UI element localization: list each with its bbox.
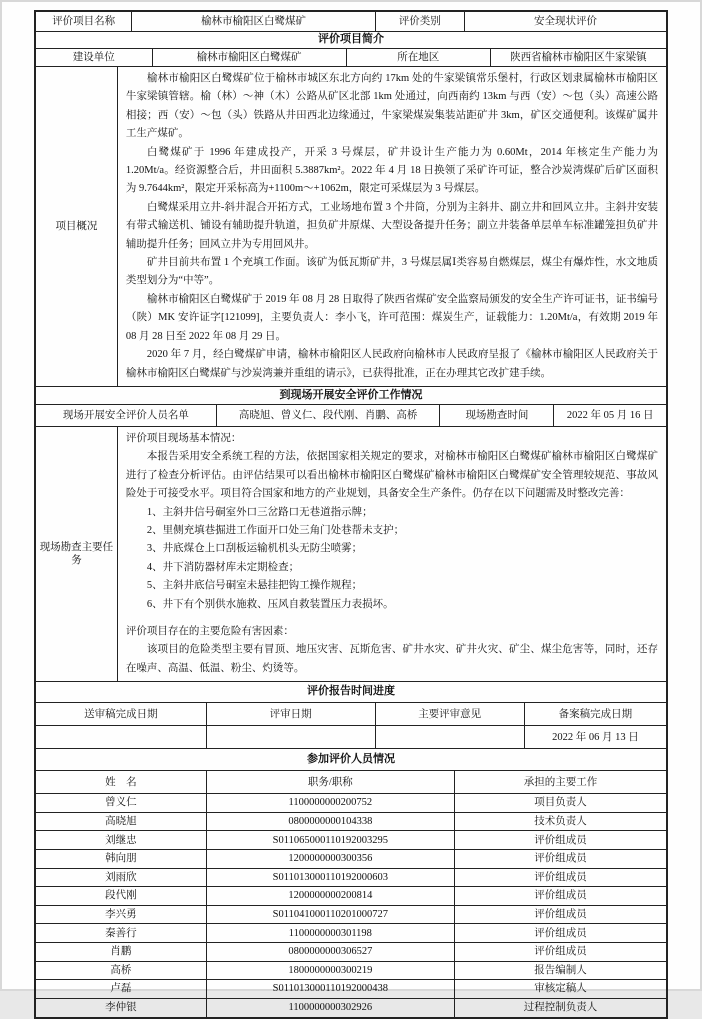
builder-label: 建设单位 [36,49,153,66]
project-header-row [36,12,666,32]
person-name: 段代刚 [36,887,207,905]
person-role: 项目负责人 [534,797,587,809]
person-role: 报告编制人 [534,964,587,976]
person-cert-number: S011013000110192000603 [207,869,455,887]
person-cert-number: 1200000000300356 [207,850,455,868]
region-value: 陕西省榆林市榆阳区牛家梁镇 [510,51,647,63]
survey-tasks-label: 现场勘查主要任务 [36,427,118,681]
survey-line: 6、井下有个别供水施救、压风自救装置压力表损坏。 [146,598,394,610]
overview-paragraph: 白鹭煤矿于 1996 年建成投产，开采 3 号煤层，矿井设计生产能力为 0.60Mt，2014 年核定生产能力为 1.20Mt/a。经资源整合后，井田面积 5.3887km²。2022 年 4 月 18 日换领了采矿许可证，整合沙炭湾煤矿后矿区面积为 9.7644km²，限定开采标高为+1100m～+1062m，限定可采煤层为 3 号煤层。 [125,146,658,195]
site-staff-value: 高晓旭、曾义仁、段代刚、肖鹏、高桥 [217,405,441,426]
personnel-row [36,924,666,943]
survey-time-value: 2022 年 05 月 16 日 [566,409,654,421]
project-overview-label: 项目概况 [36,67,118,386]
timeline-header-row [36,703,666,726]
personnel-row [36,813,666,832]
personnel-header-title: 职务/职称 [207,771,455,793]
person-role: 技术负责人 [534,816,587,828]
personnel-row [36,906,666,925]
timeline-header-draft: 送审稿完成日期 [36,703,207,725]
section-timeline-title: 评价报告时间进度 [307,685,395,698]
person-cert-number: 1200000000200814 [207,887,455,905]
person-role: 审核定稿人 [534,983,587,995]
survey-line: 本报告采用安全系统工程的方法，依据国家相关规定的要求，对榆林市榆阳区白鹭煤矿榆林市榆阳区白鹭煤矿进行了检查分析评估。由评估结果可以看出榆林市榆阳区白鹭煤矿榆林市榆阳区白鹭煤矿安全管理较规范、事故风险处于可接受水平。项目符合国家和地方的产业规划，具备安全生产条件。仍存在以下问题需及时整改完善： [125,451,658,500]
category-label: 评价类别 [376,12,465,31]
person-name: 高桥 [36,962,207,980]
person-cert-number: S011041000110201000727 [207,906,455,924]
person-cert-number: 1100000000301198 [207,924,455,942]
survey-line: 评价项目存在的主要危险有害因素： [125,625,294,637]
survey-line: 该项目的危险类型主要有冒顶、地压灾害、瓦斯危害、矿井水灾、矿井火灾、矿尘、煤尘危害等，同时，还存在噪声、高温、低温、粉尘、灼烫等。 [125,644,658,674]
person-role: 评价组成员 [534,834,587,846]
person-cert-number: 1100000000302926 [207,999,455,1018]
personnel-row [36,943,666,962]
survey-tasks-row [36,427,666,682]
survey-line: 5、主斜井底信号硐室未悬挂把钩工操作规程； [146,580,363,592]
survey-line: 3、井底煤仓上口刮板运输机机头无防尘喷雾； [146,543,363,555]
builder-region-row [36,49,666,67]
person-name: 卢磊 [36,980,207,998]
timeline-value-review-date [207,726,376,748]
personnel-header-row [36,771,666,794]
personnel-header-name: 姓 名 [36,771,207,793]
site-staff-row [36,405,666,427]
site-staff-label: 现场开展安全评价人员名单 [36,405,217,426]
person-name: 肖鹏 [36,943,207,961]
personnel-row [36,869,666,888]
survey-line: 评价项目现场基本情况： [125,432,242,444]
timeline-header-review-date: 评审日期 [207,703,376,725]
section-intro-title: 评价项目简介 [318,33,384,46]
person-role: 过程控制负责人 [523,1002,598,1014]
survey-line: 4、井下消防器材库未定期检查； [146,561,300,573]
personnel-header-work: 承担的主要工作 [523,776,598,788]
project-overview-row [36,67,666,387]
overview-paragraph: 榆林市榆阳区白鹭煤矿位于榆林市城区东北方向约 17km 处的牛家梁镇常乐堡村，行政区划隶属榆林市榆阳区牛家梁镇管辖。榆（林）～神（木）公路从矿区北部 1km 处通过，向西南约 13km 与西（安）～包（头）高速公路相接；西（安）～包（头）铁路从井田西北边缘通过，牛家梁煤炭集装站距矿井 3km，矿区交通便利。该煤矿属井工生产煤矿。 [125,73,658,140]
overview-paragraph: 白鹭煤采用立井-斜井混合开拓方式，工业场地布置 3 个井筒，分别为主斜井、副立井和回风立井。主斜井安装有带式输送机、铺设有辅助提升轨道，担负矿井原煤、大型设备提升任务；副立井装备单层单车标准罐笼担负矿井辅助提升任务；回风立井为专用回风井。 [125,201,658,250]
section-personnel-title: 参加评价人员情况 [307,752,395,765]
person-cert-number: 0800000000104338 [207,813,455,831]
overview-paragraph: 榆林市榆阳区白鹭煤矿于 2019 年 08 月 28 日取得了陕西省煤矿安全监察局颁发的安全生产许可证书，证书编号（陕）MK 安许证字[121099]，主要负责人：李小飞，许可范围：煤炭生产，证载能力：1.20Mt/a，有效期 2019 年 08 月 28 日至 2022 年 08 月 29 日。 [125,293,658,342]
overview-paragraph: 矿井目前共布置 1 个充填工作面。该矿为低瓦斯矿井，3 号煤层属Ⅰ类容易自燃煤层，煤尘有爆炸性，水文地质类型划分为“中等”。 [125,257,658,287]
person-role: 评价组成员 [534,853,587,865]
category-value: 安全现状评价 [533,15,597,27]
person-name: 曾义仁 [36,794,207,812]
timeline-value-row [36,726,666,749]
section-intro-header-row [36,32,666,49]
person-name: 刘雨欣 [36,869,207,887]
person-name: 韩向朋 [36,850,207,868]
person-role: 评价组成员 [534,871,587,883]
person-name: 秦善行 [36,924,207,942]
section-personnel-header-row [36,749,666,771]
person-name: 李兴勇 [36,906,207,924]
timeline-value-draft [36,726,207,748]
timeline-value-review-opinion [376,726,525,748]
person-name: 高晓旭 [36,813,207,831]
person-name: 刘继忠 [36,831,207,849]
section-timeline-header-row [36,682,666,703]
person-cert-number: 0800000000306527 [207,943,455,961]
project-overview-content [118,67,666,386]
timeline-header-record: 备案稿完成日期 [558,708,633,720]
person-cert-number: S011065000110192003295 [207,831,455,849]
person-name: 李仲银 [36,999,207,1018]
project-name-label: 评价项目名称 [36,12,132,31]
person-cert-number: S011013000110192000438 [207,980,455,998]
survey-line: 1、主斜井信号硐室外口三岔路口无巷道指示牌； [146,506,373,518]
person-role: 评价组成员 [534,908,587,920]
project-name-value: 榆林市榆阳区白鹭煤矿 [132,12,375,31]
personnel-row [36,962,666,981]
survey-line: 2、里侧充填巷掘进工作面开口处三角门处巷帮未支护； [146,524,405,536]
personnel-row [36,980,666,999]
person-cert-number: 1800000000300219 [207,962,455,980]
person-role: 评价组成员 [534,890,587,902]
personnel-row [36,831,666,850]
person-role: 评价组成员 [534,946,587,958]
section-sitework-header-row [36,387,666,405]
survey-time-label: 现场勘查时间 [440,405,554,426]
evaluation-form-table [34,10,668,1019]
timeline-value-record-date: 2022 年 06 月 13 日 [552,731,639,743]
survey-tasks-content [118,427,666,681]
overview-paragraph: 2020 年 7 月，经白鹭煤矿申请，榆林市榆阳区人民政府向榆林市人民政府呈报了《榆林市榆阳区人民政府关于榆林市榆阳区白鹭煤矿与沙炭湾兼并重组的请示》，已获得批准，正在办理其它改扩建手续。 [125,349,658,379]
section-sitework-title: 到现场开展安全评价工作情况 [279,388,423,401]
personnel-row [36,794,666,813]
person-cert-number: 1100000000200752 [207,794,455,812]
personnel-row [36,887,666,906]
timeline-header-review-opinion: 主要评审意见 [376,703,525,725]
personnel-row [36,850,666,869]
builder-value: 榆林市榆阳区白鹭煤矿 [153,49,347,66]
region-label: 所在地区 [347,49,491,66]
person-role: 评价组成员 [534,927,587,939]
personnel-row [36,999,666,1018]
